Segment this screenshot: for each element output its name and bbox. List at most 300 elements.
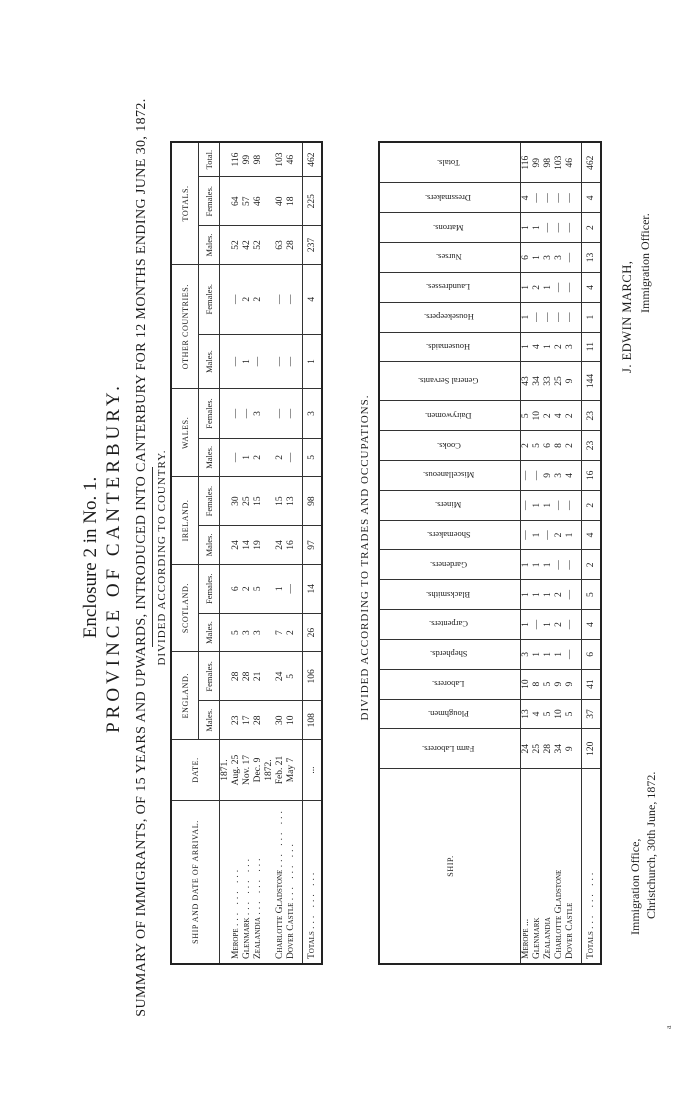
value-cell: 1	[521, 580, 533, 610]
value-cell: 3	[253, 389, 264, 438]
occupation-header	[379, 669, 521, 699]
table-row	[565, 142, 576, 964]
ship-header: SHIP.	[379, 769, 521, 965]
totals-cell: 1	[582, 302, 602, 332]
totals-cell: 4	[582, 183, 602, 213]
value-cell: 10	[521, 669, 533, 699]
value-cell: 21	[253, 652, 264, 701]
totals-cell: 6	[582, 639, 602, 669]
occupation-header	[379, 490, 521, 520]
value-cell: 10	[286, 701, 297, 740]
value-cell: 2	[521, 431, 533, 461]
ship-cell	[532, 769, 543, 965]
summary-heading	[134, 0, 153, 1115]
page-mark: a	[664, 1025, 673, 1029]
occupation-label: Carpenters.	[429, 619, 468, 630]
occupation-header	[379, 142, 521, 183]
ireland-females-header: Females.	[199, 477, 220, 526]
occupation-label: Matrons.	[433, 222, 464, 233]
value-cell: 1	[543, 550, 554, 580]
value-cell: —	[242, 389, 253, 438]
spacer-cell	[220, 438, 232, 477]
spacer-cell	[264, 334, 275, 389]
group-other-header: OTHER COUNTRIES.	[171, 264, 199, 389]
totals-label-cell	[582, 769, 602, 965]
totals-cell: 41	[582, 669, 602, 699]
value-cell: 99	[242, 142, 253, 177]
ship-name: Dover Castle	[286, 902, 296, 959]
value-cell: 116	[231, 142, 242, 177]
totals-cell: 144	[582, 361, 602, 401]
ship-cell	[286, 801, 297, 965]
value-cell: —	[554, 302, 565, 332]
value-cell: 3	[242, 613, 253, 652]
value-cell: 3	[554, 460, 565, 490]
summary-text: SUMMARY OF IMMIGRANTS, OF 15 YEARS AND UPWARDS, INTRODUCED INTO CANTERBURY FOR 12 MONTHS ENDING JUNE 30, 1872.	[134, 98, 149, 1017]
group-england-header: ENGLAND.	[171, 652, 199, 740]
totals-dots: ... ... ...	[307, 869, 317, 929]
totals-label: Totals	[586, 931, 596, 959]
totals-cell: 13	[582, 243, 602, 273]
value-cell: 1	[532, 639, 543, 669]
value-cell: 25	[242, 477, 253, 526]
value-cell: 2	[275, 438, 286, 477]
ship-cell	[253, 801, 264, 965]
value-cell: 2	[565, 431, 576, 461]
totals-cell: 98	[303, 477, 323, 526]
totals-dots: ... ... ...	[586, 869, 596, 929]
occupation-label: Laundresses.	[426, 282, 471, 293]
leader-dots: ... ... ...	[286, 841, 296, 901]
value-cell: 3	[554, 243, 565, 273]
spacer-cell	[220, 334, 232, 389]
occupation-header	[379, 361, 521, 401]
date-cell: May 7	[286, 740, 297, 801]
date-cell: Nov. 17	[242, 740, 253, 801]
trades-table-body	[521, 142, 582, 964]
value-cell: 1	[521, 332, 533, 361]
totals-cell: 2	[582, 550, 602, 580]
value-cell: —	[565, 213, 576, 243]
value-cell: 1	[565, 520, 576, 550]
occupation-header	[379, 183, 521, 213]
value-cell: 4	[521, 183, 533, 213]
table-row	[521, 142, 533, 964]
value-cell: 15	[275, 477, 286, 526]
value-cell: 1	[543, 332, 554, 361]
ship-name: Charlotte Gladstone	[275, 869, 285, 959]
value-cell: —	[565, 550, 576, 580]
occupation-label: Totals.	[437, 157, 460, 168]
value-cell: 9	[565, 669, 576, 699]
value-cell: 3	[253, 613, 264, 652]
value-cell: 1	[543, 580, 554, 610]
leader-dots: ... ... ...	[242, 856, 252, 916]
totals-cell: 4	[582, 272, 602, 302]
occupation-header	[379, 729, 521, 769]
value-cell: —	[565, 610, 576, 640]
value-cell: 1	[521, 610, 533, 640]
value-cell: —	[543, 520, 554, 550]
occupation-header	[379, 520, 521, 550]
ship-name: Glenmark	[242, 917, 252, 959]
spacer-cell	[264, 652, 275, 701]
occupation-label: Nurses.	[435, 252, 462, 263]
totals-label-cell	[303, 801, 323, 965]
country-table-body	[220, 142, 303, 964]
spacer-cell	[220, 701, 232, 740]
table-row	[543, 142, 554, 964]
value-cell: 3	[543, 243, 554, 273]
province-heading: PROVINCE OF CANTERBURY.	[103, 382, 124, 733]
value-cell: 1	[521, 302, 533, 332]
leader-dots: ... ... ...	[253, 855, 263, 915]
value-cell: 2	[554, 332, 565, 361]
value-cell: —	[286, 264, 297, 334]
occupation-label: Housemaids.	[426, 341, 471, 352]
value-cell: 40	[275, 177, 286, 226]
value-cell: 1	[532, 213, 543, 243]
value-cell: 2	[242, 564, 253, 613]
value-cell: 116	[521, 142, 533, 183]
ireland-males-header: Males.	[199, 526, 220, 565]
value-cell: 1	[532, 550, 543, 580]
value-cell: 28	[286, 226, 297, 265]
year-row	[264, 142, 275, 964]
value-cell: 8	[532, 669, 543, 699]
totals-cell: 16	[582, 460, 602, 490]
value-cell: 5	[231, 613, 242, 652]
spacer-cell	[220, 264, 232, 334]
occupation-header	[379, 610, 521, 640]
totals-cell: 23	[582, 431, 602, 461]
totals-cell: 3	[303, 389, 323, 438]
year-label: 1871.	[220, 740, 232, 801]
value-cell: 1	[242, 438, 253, 477]
value-cell: 5	[543, 699, 554, 729]
group-wales-header: WALES.	[171, 389, 199, 477]
totals-cell: 5	[582, 580, 602, 610]
trades-table	[378, 141, 602, 965]
table-row	[275, 142, 286, 964]
occupation-label: General Servants.	[418, 375, 479, 386]
value-cell: 24	[275, 526, 286, 565]
totals-total-header: Total.	[199, 142, 220, 177]
ship-name: Zealandia	[253, 917, 263, 959]
value-cell: —	[275, 334, 286, 389]
spacer-cell	[264, 701, 275, 740]
ship-name: Charlotte Gladstone	[554, 869, 564, 959]
value-cell: 52	[253, 226, 264, 265]
year-row	[220, 142, 232, 964]
ship-name: Zealandia	[543, 917, 553, 959]
group-totals-header: TOTALS.	[171, 142, 199, 264]
value-cell: —	[275, 389, 286, 438]
spacer-cell	[220, 142, 232, 177]
value-cell: —	[231, 389, 242, 438]
value-cell: —	[231, 264, 242, 334]
ship-name: Dover Castle	[565, 902, 575, 959]
value-cell: —	[543, 302, 554, 332]
totals-cell: 462	[582, 142, 602, 183]
group-ireland-header: IRELAND.	[171, 477, 199, 565]
value-cell: 19	[253, 526, 264, 565]
table-row	[532, 142, 543, 964]
spacer-cell	[264, 477, 275, 526]
spacer-cell	[220, 477, 232, 526]
value-cell: —	[231, 334, 242, 389]
value-cell: 42	[242, 226, 253, 265]
value-cell: —	[543, 213, 554, 243]
value-cell: 2	[554, 580, 565, 610]
totals-cell: 106	[303, 652, 323, 701]
spacer-cell	[220, 526, 232, 565]
value-cell: 9	[543, 460, 554, 490]
value-cell: 2	[286, 613, 297, 652]
value-cell: 103	[275, 142, 286, 177]
occupation-header	[379, 401, 521, 431]
value-cell: 5	[543, 669, 554, 699]
totals-males-header: Males.	[199, 226, 220, 265]
value-cell: 64	[231, 177, 242, 226]
value-cell: 63	[275, 226, 286, 265]
totals-cell: 237	[303, 226, 323, 265]
occupation-label: Dairywomen.	[425, 410, 472, 421]
value-cell: 34	[554, 729, 565, 769]
occupation-label: Miscellaneous.	[422, 470, 475, 481]
value-cell: 4	[532, 332, 543, 361]
occupation-header	[379, 243, 521, 273]
ship-date-header: SHIP AND DATE OF ARRIVAL.	[171, 801, 220, 965]
leader-dots: ... ... ...	[275, 808, 285, 868]
date-cell: Aug. 25	[231, 740, 242, 801]
value-cell: 25	[554, 361, 565, 401]
table-row	[242, 142, 253, 964]
totals-cell: 4	[582, 520, 602, 550]
other-males-header: Males.	[199, 334, 220, 389]
occupation-header	[379, 431, 521, 461]
totals-females-header: Females.	[199, 177, 220, 226]
value-cell: 28	[253, 701, 264, 740]
value-cell: 18	[286, 177, 297, 226]
value-cell: 15	[253, 477, 264, 526]
totals-cell: 37	[582, 699, 602, 729]
value-cell: 2	[554, 610, 565, 640]
date-cell: Dec. 9	[253, 740, 264, 801]
value-cell: 30	[275, 701, 286, 740]
value-cell: —	[543, 183, 554, 213]
value-cell: 2	[554, 520, 565, 550]
value-cell: —	[565, 580, 576, 610]
summary-underline	[152, 468, 153, 648]
value-cell: 28	[543, 729, 554, 769]
table-row	[286, 142, 297, 964]
value-cell: 30	[231, 477, 242, 526]
value-cell: 14	[242, 526, 253, 565]
spacer-cell	[220, 226, 232, 265]
group-scotland-header: SCOTLAND.	[171, 564, 199, 652]
value-cell: 5	[532, 431, 543, 461]
wales-males-header: Males.	[199, 438, 220, 477]
totals-cell: 26	[303, 613, 323, 652]
scotland-males-header: Males.	[199, 613, 220, 652]
value-cell: 4	[565, 460, 576, 490]
value-cell: —	[565, 639, 576, 669]
place-date-line: Christchurch, 30th June, 1872.	[644, 771, 658, 919]
value-cell: 1	[532, 520, 543, 550]
value-cell: 46	[253, 177, 264, 226]
value-cell: —	[554, 213, 565, 243]
country-table	[170, 141, 323, 965]
value-cell: 5	[565, 699, 576, 729]
totals-cell: 11	[582, 332, 602, 361]
value-cell: 16	[286, 526, 297, 565]
spacer-cell	[264, 142, 275, 177]
value-cell: 1	[521, 550, 533, 580]
totals-cell: 4	[303, 264, 323, 334]
value-cell: 13	[521, 699, 533, 729]
value-cell: —	[554, 272, 565, 302]
occupation-label: Laborers.	[432, 679, 465, 690]
spacer-cell	[220, 613, 232, 652]
value-cell: 10	[532, 401, 543, 431]
value-cell: 2	[532, 272, 543, 302]
leader-dots: ... ... ...	[231, 866, 241, 926]
date-cell: Feb. 21	[275, 740, 286, 801]
value-cell: 7	[275, 613, 286, 652]
value-cell: —	[565, 183, 576, 213]
occupation-header	[379, 550, 521, 580]
table-row	[253, 142, 264, 964]
value-cell: 9	[565, 729, 576, 769]
ship-name: Glenmark	[532, 917, 542, 959]
signature: J. EDWIN MARCH,	[620, 260, 634, 373]
totals-cell: 2	[582, 490, 602, 520]
value-cell: 5	[253, 564, 264, 613]
value-cell: 34	[532, 361, 543, 401]
spacer-cell	[220, 177, 232, 226]
occupation-header	[379, 460, 521, 490]
occupation-label: Farm Laborers.	[422, 743, 475, 754]
totals-cell: 5	[303, 438, 323, 477]
value-cell: 25	[532, 729, 543, 769]
value-cell: —	[532, 183, 543, 213]
value-cell: 2	[543, 401, 554, 431]
value-cell: 98	[543, 142, 554, 183]
occupation-label: Dressmakers.	[425, 192, 472, 203]
other-females-header: Females.	[199, 264, 220, 334]
totals-label: Totals	[307, 931, 317, 959]
trades-totals-row	[582, 142, 602, 964]
value-cell: —	[521, 490, 533, 520]
value-cell: 4	[532, 699, 543, 729]
ship-cell	[554, 769, 565, 965]
value-cell: —	[231, 438, 242, 477]
occupation-label: Shoemakers.	[426, 530, 471, 541]
value-cell: 2	[253, 264, 264, 334]
value-cell: 6	[543, 431, 554, 461]
value-cell: 1	[275, 564, 286, 613]
value-cell: 6	[231, 564, 242, 613]
value-cell: 99	[532, 142, 543, 183]
trades-table-header-row	[379, 142, 521, 964]
value-cell: —	[565, 490, 576, 520]
ship-name: Merope ...	[521, 918, 531, 959]
ship-cell	[543, 769, 554, 965]
value-cell: 1	[521, 213, 533, 243]
value-cell: —	[554, 490, 565, 520]
spacer-cell	[220, 564, 232, 613]
totals-cell: 2	[582, 213, 602, 243]
value-cell: 1	[532, 490, 543, 520]
occupation-header	[379, 302, 521, 332]
signatory-title: Immigration Officer.	[638, 213, 652, 313]
totals-date-cell: ...	[303, 740, 323, 801]
value-cell: 3	[565, 332, 576, 361]
value-cell: 98	[253, 142, 264, 177]
occupation-header	[379, 332, 521, 361]
table-row	[231, 142, 242, 964]
spacer-cell	[264, 389, 275, 438]
totals-cell: 14	[303, 564, 323, 613]
value-cell: 8	[554, 431, 565, 461]
year-label: 1872.	[264, 740, 275, 801]
value-cell: —	[253, 334, 264, 389]
england-males-header: Males.	[199, 701, 220, 740]
occupation-header	[379, 213, 521, 243]
occupation-label: Blacksmiths.	[426, 589, 471, 600]
value-cell: 33	[543, 361, 554, 401]
value-cell: 46	[565, 142, 576, 183]
spacer-cell	[264, 264, 275, 334]
value-cell: —	[565, 302, 576, 332]
value-cell: —	[521, 520, 533, 550]
value-cell: 10	[554, 699, 565, 729]
value-cell: —	[532, 302, 543, 332]
trades-subheading: DIVIDED ACCORDING TO TRADES AND OCCUPATIONS.	[359, 394, 371, 721]
totals-cell: 97	[303, 526, 323, 565]
england-females-header: Females.	[199, 652, 220, 701]
value-cell: —	[554, 550, 565, 580]
value-cell: 13	[286, 477, 297, 526]
ship-cell	[231, 801, 242, 965]
value-cell: 43	[521, 361, 533, 401]
ship-name: Merope	[231, 928, 241, 959]
ship-cell	[565, 769, 576, 965]
country-totals-row	[303, 142, 323, 964]
country-subheading: DIVIDED ACCORDING TO COUNTRY.	[156, 449, 168, 666]
value-cell: 9	[554, 669, 565, 699]
wales-females-header: Females.	[199, 389, 220, 438]
value-cell: 52	[231, 226, 242, 265]
date-header: DATE.	[171, 740, 220, 801]
totals-cell: 4	[582, 610, 602, 640]
office-line: Immigration Office,	[628, 838, 642, 935]
value-cell: 6	[521, 243, 533, 273]
value-cell: —	[565, 243, 576, 273]
occupation-label: Ploughmen.	[428, 708, 469, 719]
occupation-header	[379, 272, 521, 302]
value-cell: 24	[231, 526, 242, 565]
value-cell: 1	[521, 272, 533, 302]
value-cell: 24	[521, 729, 533, 769]
value-cell: 1	[554, 639, 565, 669]
spacer-cell	[264, 177, 275, 226]
occupation-label: Cooks.	[436, 440, 461, 451]
value-cell: 5	[286, 652, 297, 701]
table-row	[554, 142, 565, 964]
value-cell: 1	[543, 272, 554, 302]
